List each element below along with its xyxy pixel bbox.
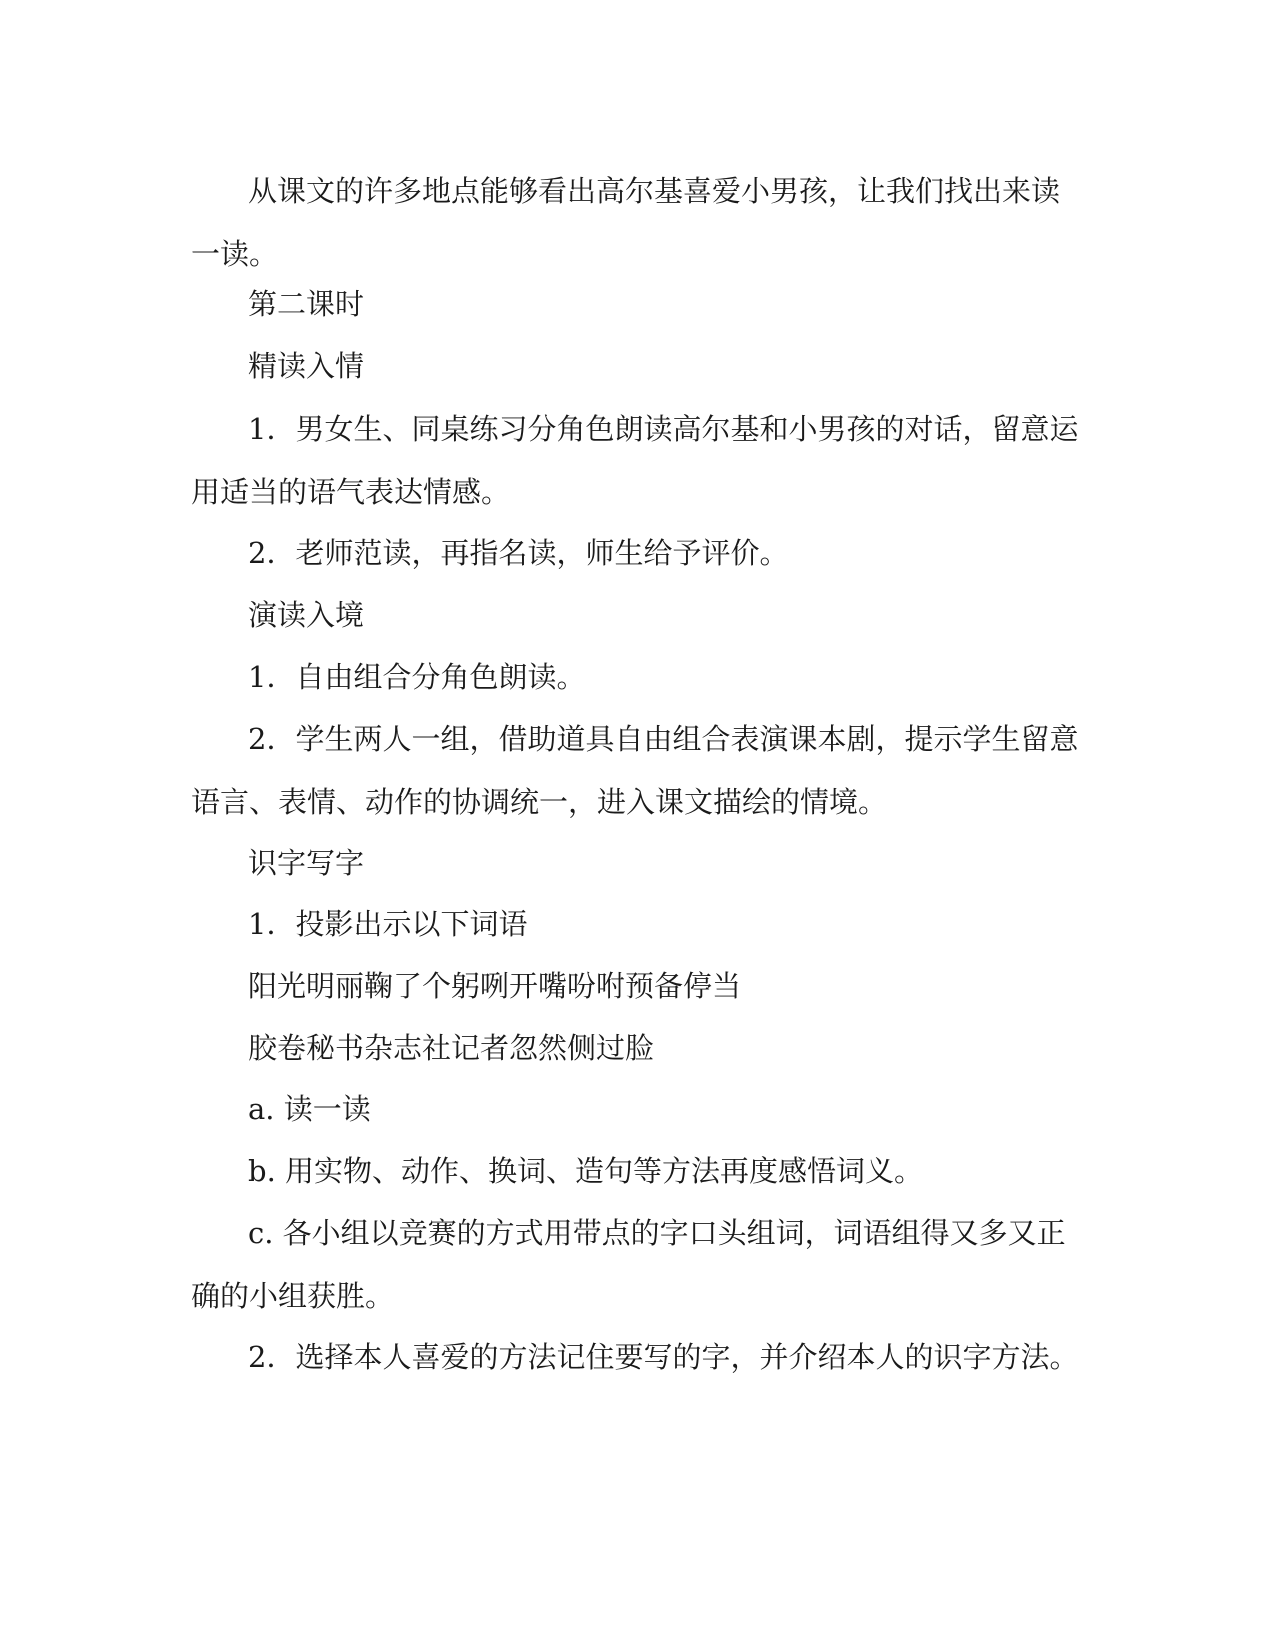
- heading-close-reading: 精读入情: [248, 349, 365, 383]
- paragraph-word-list-1: 阳光明丽鞠了个躬咧开嘴吩咐预备停当: [248, 969, 742, 1003]
- paragraph-item-1-projection: 1．投影出示以下词语: [248, 907, 528, 941]
- heading-performance-reading: 演读入境: [248, 598, 365, 632]
- paragraph-item-2-teacher-reading: 2．老师范读，再指名读，师生给予评价。: [248, 536, 789, 570]
- paragraph-intro: 从课文的许多地点能够看出高尔基喜爱小男孩，让我们找出来读一读。: [191, 174, 1061, 271]
- paragraph-sub-c: c. 各小组以竞赛的方式用带点的字口头组词，词语组得又多又正确的小组获胜。: [191, 1216, 1066, 1313]
- paragraph-word-list-2: 胶卷秘书杂志社记者忽然侧过脸: [248, 1031, 655, 1065]
- paragraph-item-2-play: 2．学生两人一组，借助道具自由组合表演课本剧，提示学生留意语言、表情、动作的协调统一，进入课文描绘的情境。: [191, 722, 1079, 819]
- heading-literacy: 识字写字: [248, 846, 365, 880]
- paragraph-sub-a: a. 读一读: [248, 1092, 371, 1126]
- paragraph-item-1-free-reading: 1．自由组合分角色朗读。: [248, 660, 586, 694]
- paragraph-sub-b: b. 用实物、动作、换词、造句等方法再度感悟词义。: [248, 1154, 924, 1188]
- heading-second-lesson: 第二课时: [248, 287, 365, 321]
- paragraph-item-1-dialogue: 1．男女生、同桌练习分角色朗读高尔基和小男孩的对话，留意运用适当的语气表达情感。: [191, 412, 1079, 509]
- paragraph-item-2-method: 2．选择本人喜爱的方法记住要写的字，并介绍本人的识字方法。: [248, 1340, 1079, 1374]
